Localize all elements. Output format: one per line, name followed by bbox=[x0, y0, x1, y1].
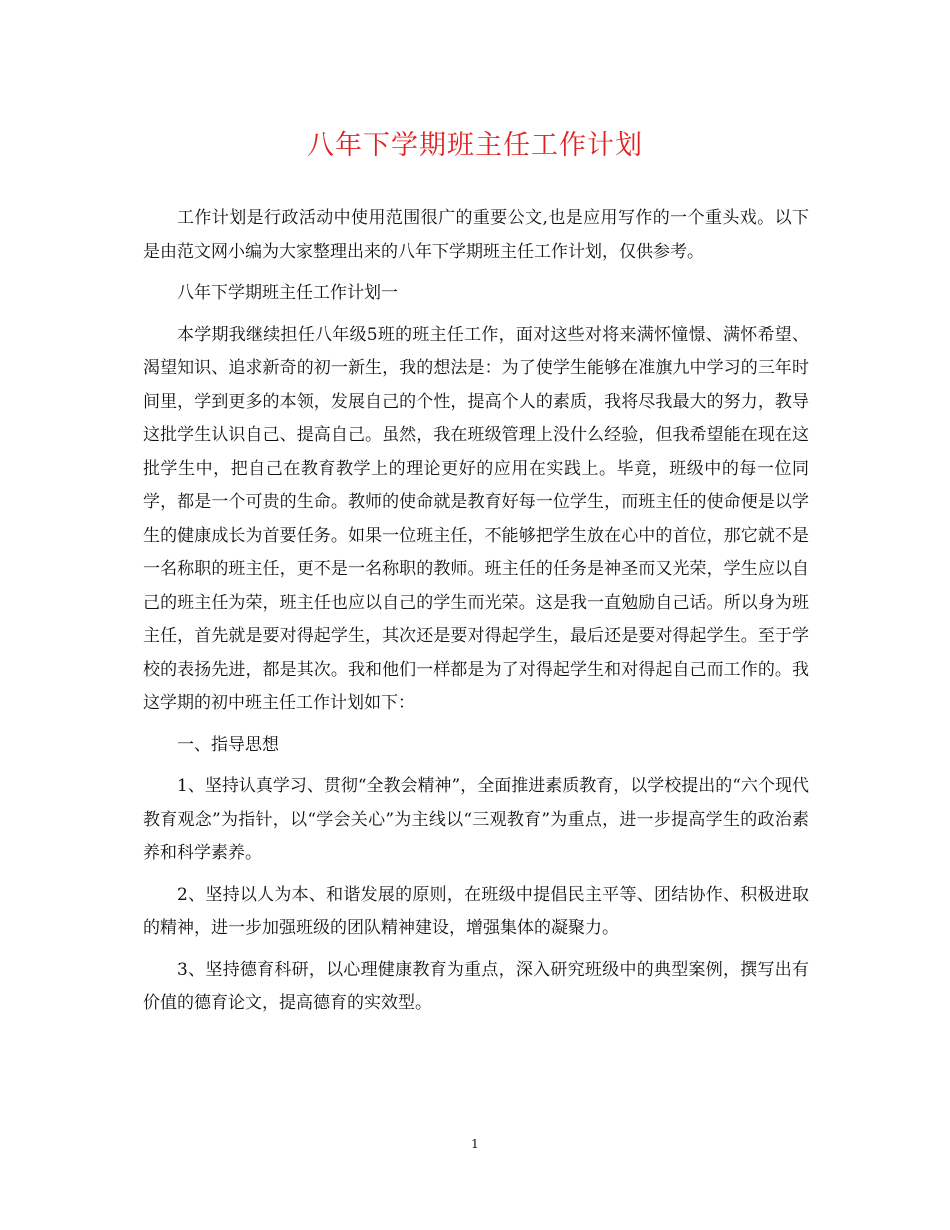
paragraph-item-1: 1、坚持认真学习、贯彻“全教会精神”，全面推进素质教育，以学校提出的“六个现代教育观念”为指针，以“学会关心”为主线以“三观教育”为重点，进一步提高学生的政治素养和科学素养。 bbox=[143, 776, 809, 863]
paragraph-guiding-heading: 一、指导思想 bbox=[177, 734, 279, 755]
paragraph-item-2: 2、坚持以人为本、和谐发展的原则，在班级中提倡民主平等、团结协作、积极进取的精神，进一步加强班级的团队精神建设，增强集体的凝聚力。 bbox=[143, 884, 809, 938]
page-number: 1 bbox=[471, 1137, 479, 1151]
paragraph-section-heading: 八年下学期班主任工作计划一 bbox=[177, 283, 398, 303]
document-title: 八年下学期班主任工作计划 bbox=[307, 130, 643, 161]
document-body bbox=[143, 202, 809, 1029]
paragraph-item-3: 3、坚持德育科研，以心理健康教育为重点，深入研究班级中的典型案例，撰写出有价值的德育论文，提高德育的实效型。 bbox=[143, 959, 809, 1013]
paragraph-main: 本学期我继续担任八年级5班的班主任工作，面对这些对将来满怀憧憬、满怀希望、渴望知识、追求新奇的初一新生，我的想法是：为了使学生能够在准旗九中学习的三年时间里，学到更多的本领，发展自己的个性，提高个人的素质，我将尽我最大的努力，教导这批学生认识自己、提高自己。虽然，我在班级管理上没什么经验，但我希望能在现在这批学生中，把自己在教育教学上的理论更好的应用在实践上。毕竟，班级中的每一位同学，都是一个可贵的生命。教师的使命就是教育好每一位学生，而班主任的使命便是以学生的健康成长为首要任务。如果一位班主任，不能够把学生放在心中的首位，那它就不是一名称职的班主任，更不是一名称职的教师。班主任的任务是神圣而又光荣，学生应以自己的班主任为荣，班主任也应以自己的学生而光荣。这是我一直勉励自己话。所以身为班主任，首先就是要对得起学生，其次还是要对得起学生，最后还是要对得起学生。至于学校的表扬先进，都是其次。我和他们一样都是为了对得起学生和对得起自己而工作的。我这学期的初中班主任工作计划如下： bbox=[143, 324, 809, 713]
paragraph-intro: 工作计划是行政活动中使用范围很广的重要公文,也是应用写作的一个重头戏。以下是由范文网小编为大家整理出来的八年下学期班主任工作计划，仅供参考。 bbox=[143, 208, 809, 262]
